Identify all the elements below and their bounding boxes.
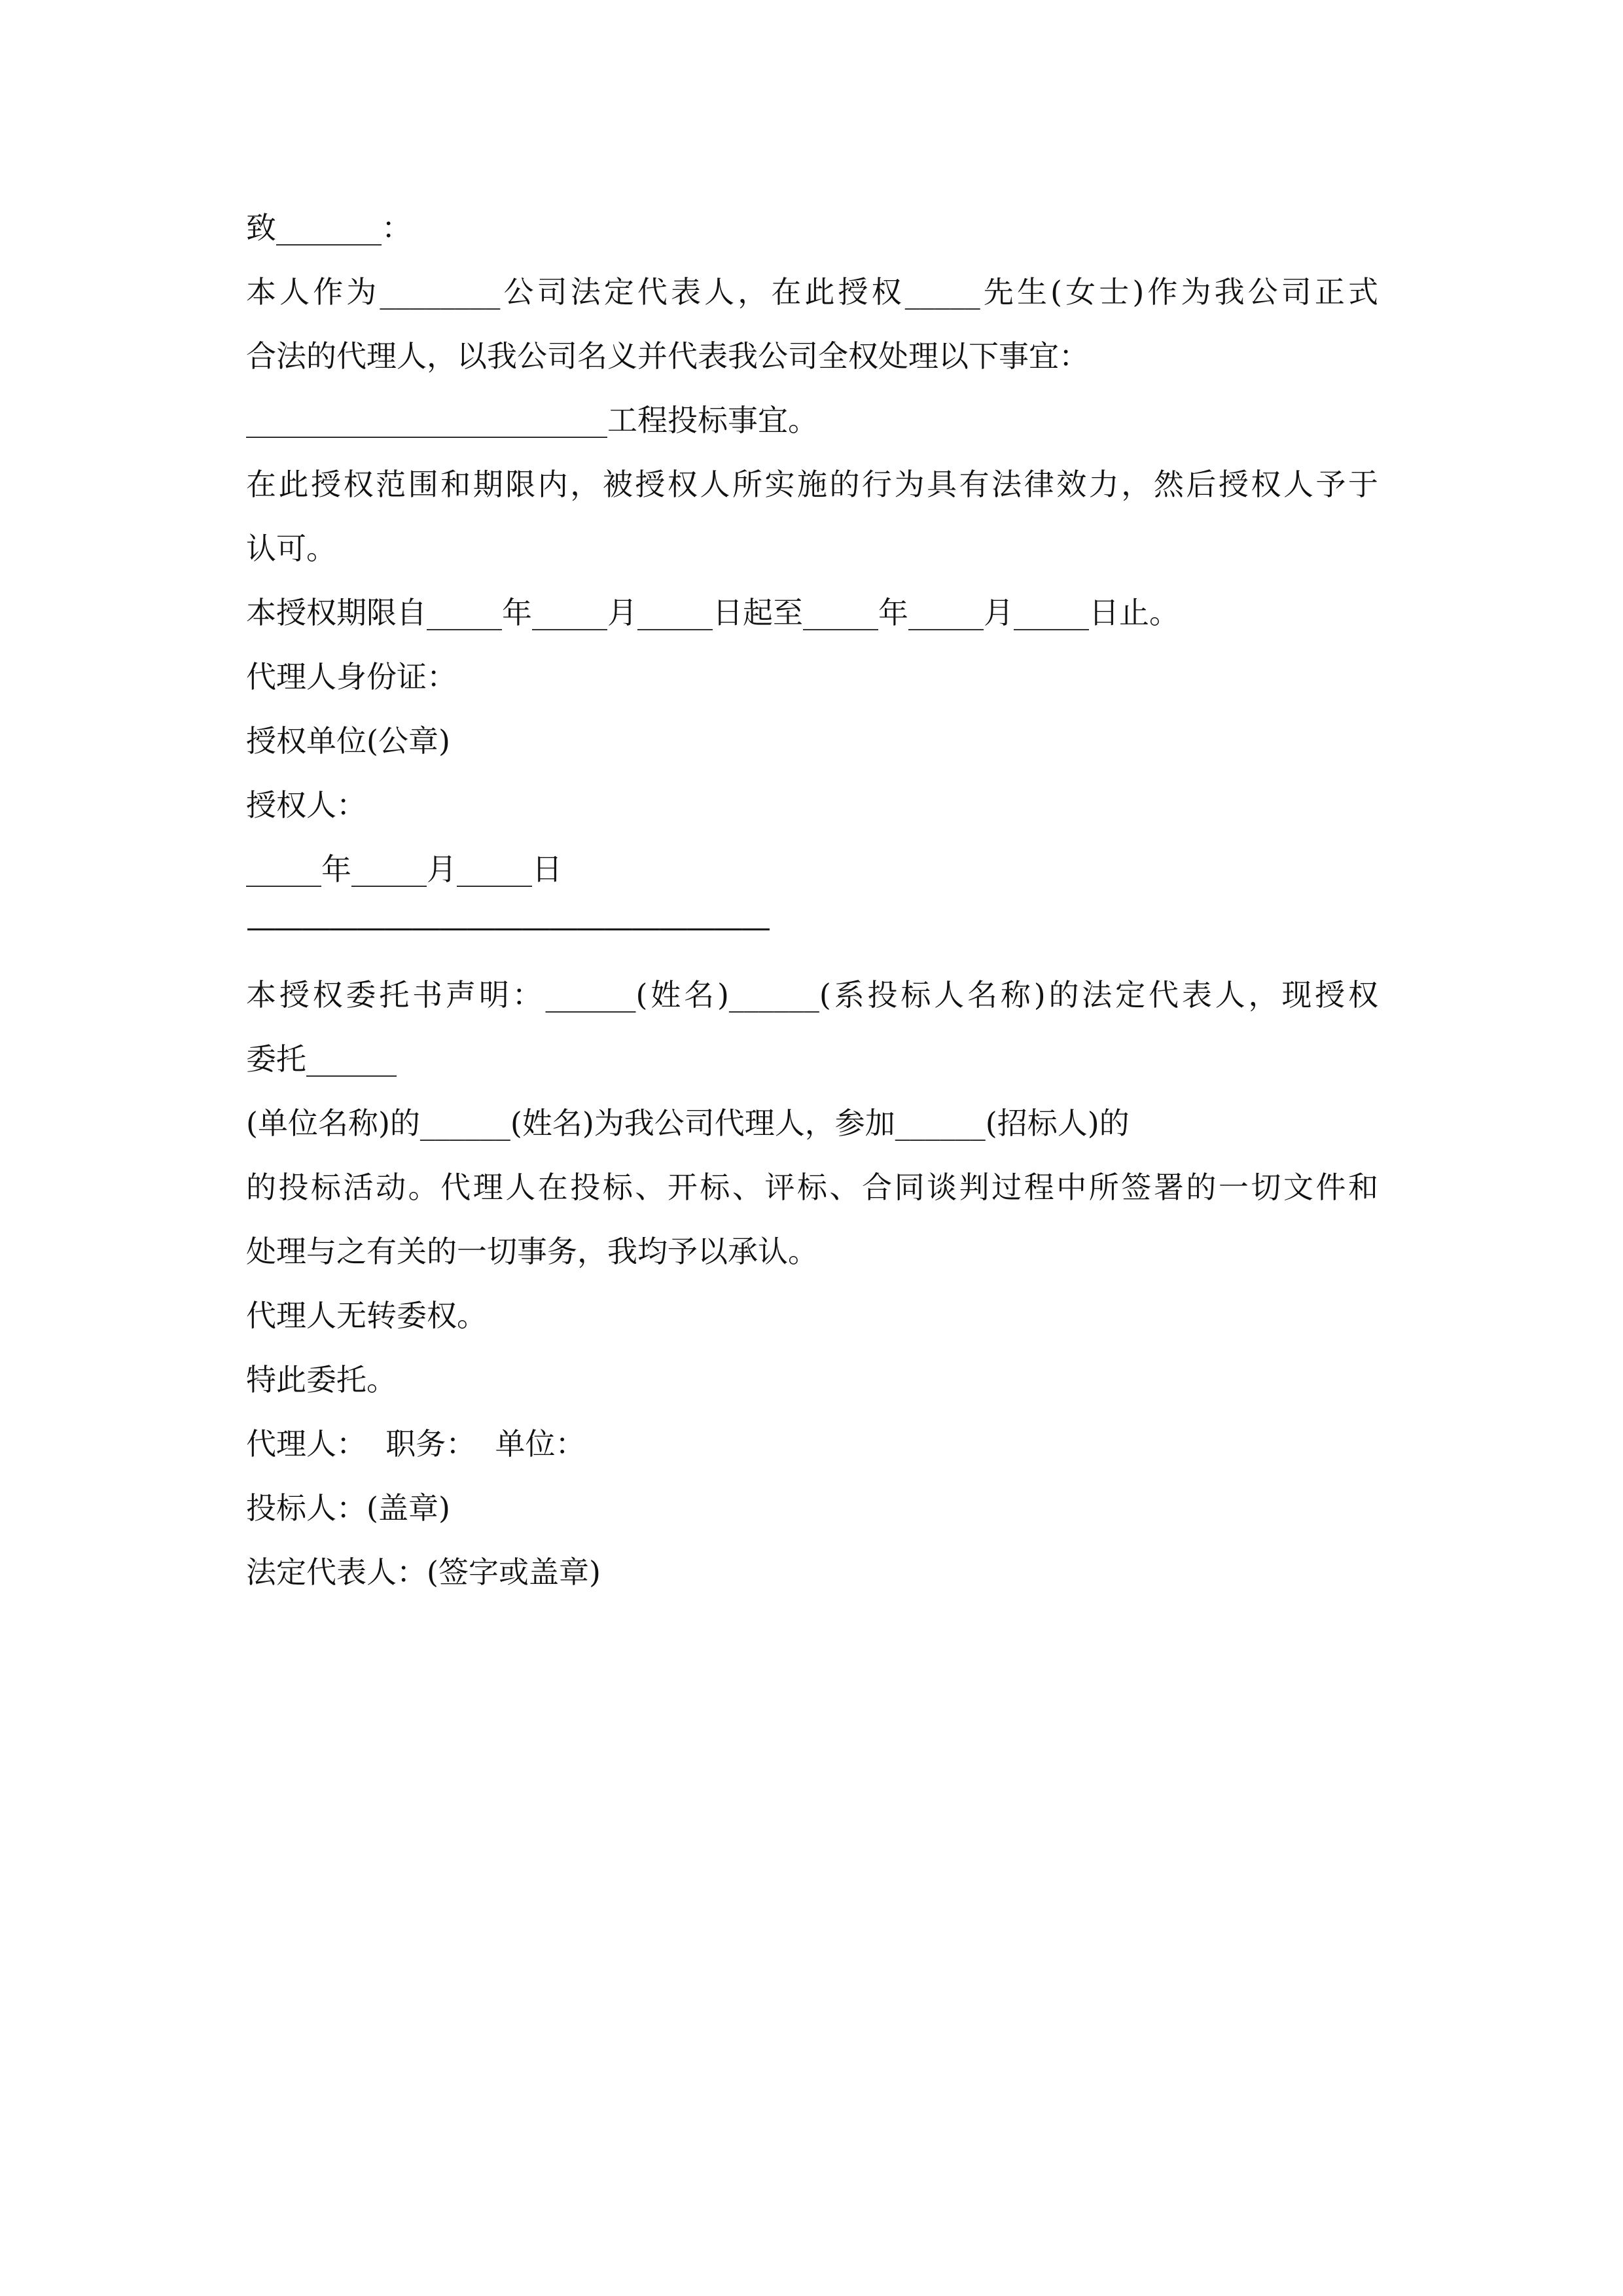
validity-paragraph-line-2: 认可。 <box>246 531 336 566</box>
declaration-line-4: 的投标活动。代理人在投标、开标、评标、合同谈判过程中所签署的一切文件和 <box>246 1170 1378 1205</box>
authorization-paragraph-line-1: 本人作为________公司法定代表人，在此授权_____先生(女士)作为我公司正式 <box>246 274 1378 310</box>
declaration-line-1: 本授权委托书声明：______(姓名)______(系投标人名称)的法定代表人，现授权 <box>246 977 1378 1013</box>
authorizer-line: 授权人： <box>246 787 366 823</box>
separator-line: ——————————————————— <box>246 909 768 944</box>
date-line: _____年_____月_____日 <box>246 852 562 887</box>
declaration-line-2: 委托______ <box>246 1041 397 1077</box>
addressee-line: 致_______： <box>246 210 412 245</box>
bidder-seal-line: 投标人：(盖章) <box>246 1490 450 1526</box>
declaration-line-3: (单位名称)的______(姓名)为我公司代理人，参加______(招标人)的 <box>246 1105 1130 1141</box>
agent-id-line: 代理人身份证： <box>246 659 457 694</box>
authorization-period-line: 本授权期限自_____年_____月_____日起至_____年_____月_____日止。 <box>246 595 1179 630</box>
agent-signature-fields: 代理人： 职务： 单位： <box>246 1426 586 1462</box>
authorization-paragraph-line-2: 合法的代理人，以我公司名义并代表我公司全权处理以下事宜： <box>246 338 1089 374</box>
authorizing-unit-seal-line: 授权单位(公章) <box>246 723 450 759</box>
no-sub-delegation-line: 代理人无转委权。 <box>246 1298 487 1333</box>
validity-paragraph-line-1: 在此授权范围和期限内，被授权人所实施的行为具有法律效力，然后授权人予于 <box>246 467 1378 502</box>
legal-representative-signature-line: 法定代表人：(签字或盖章) <box>246 1554 601 1590</box>
hereby-entrust-line: 特此委托。 <box>246 1362 397 1397</box>
declaration-line-5: 处理与之有关的一切事务，我均予以承认。 <box>246 1234 818 1269</box>
project-line: ________________________工程投标事宜。 <box>246 403 818 438</box>
